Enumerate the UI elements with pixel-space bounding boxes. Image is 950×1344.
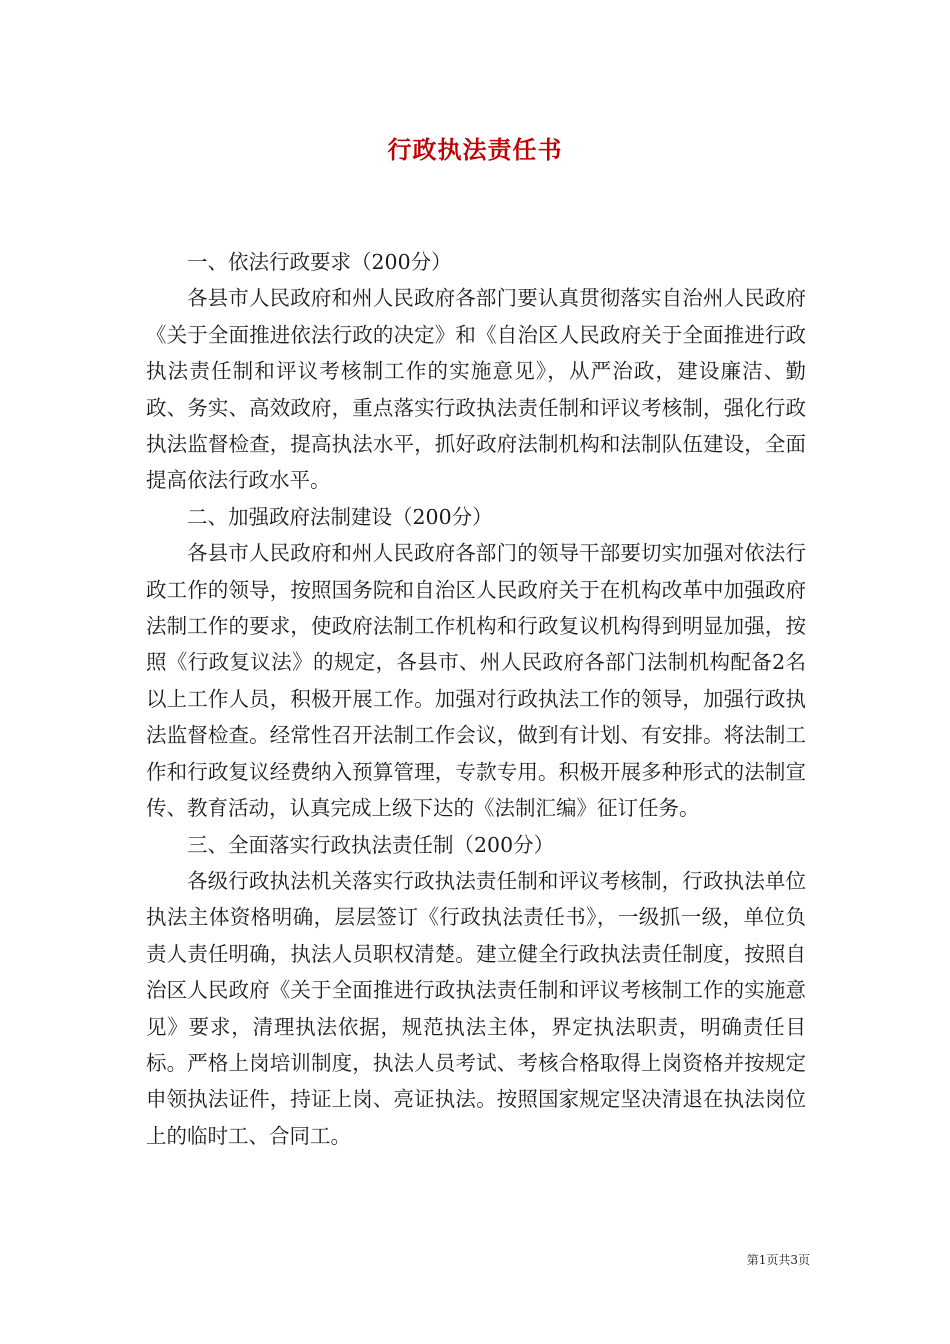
document-title: 行政执法责任书: [387, 135, 563, 164]
section-heading-3: 三、全面落实行政执法责任制（200分）: [187, 832, 555, 857]
page-number: 第1页共3页: [746, 1253, 810, 1267]
section-heading-2: 二、加强政府法制建设（200分）: [187, 504, 493, 529]
section-paragraph-3: 各级行政执法机关落实行政执法责任制和评议考核制，行政执法单位执法主体资格明确，层层签订《行政执法责任书》，一级抓一级，单位负责人责任明确，执法人员职权清楚。建立健全行政执法责任制度，按照自治区人民政府《关于全面推进行政执法责任制和评议考核制工作的实施意见》要求，清理执法依据，规范执法主体，界定执法职责，明确责任目标。严格上岗培训制度，执法人员考试、考核合格取得上岗资格并按规定申领执法证件，持证上岗、亮证执法。按照国家规定坚决清退在执法岗位上的临时工、合同工。: [146, 868, 806, 1148]
document-body: [146, 244, 806, 1154]
section-heading-1: 一、依法行政要求（200分）: [187, 250, 452, 274]
section-paragraph-1: 各县市人民政府和州人民政府各部门要认真贯彻落实自治州人民政府《关于全面推进依法行政的决定》和《自治区人民政府关于全面推进行政执法责任制和评议考核制工作的实施意见》，从严治政，建设廉洁、勤政、务实、高效政府，重点落实行政执法责任制和评议考核制，强化行政执法监督检查，提高执法水平，抓好政府法制机构和法制队伍建设，全面提高依法行政水平。: [146, 286, 806, 493]
section-paragraph-2: 各县市人民政府和州人民政府各部门的领导干部要切实加强对依法行政工作的领导，按照国务院和自治区人民政府关于在机构改革中加强政府法制工作的要求，使政府法制工作机构和行政复议机构得到明显加强，按照《行政复议法》的规定，各县市、州人民政府各部门法制机构配备2名以上工作人员，积极开展工作。加强对行政执法工作的领导，加强行政执法监督检查。经常性召开法制工作会议，做到有计划、有安排。将法制工作和行政复议经费纳入预算管理，专款专用。积极开展多种形式的法制宣传、教育活动，认真完成上级下达的《法制汇编》征订任务。: [146, 541, 806, 821]
